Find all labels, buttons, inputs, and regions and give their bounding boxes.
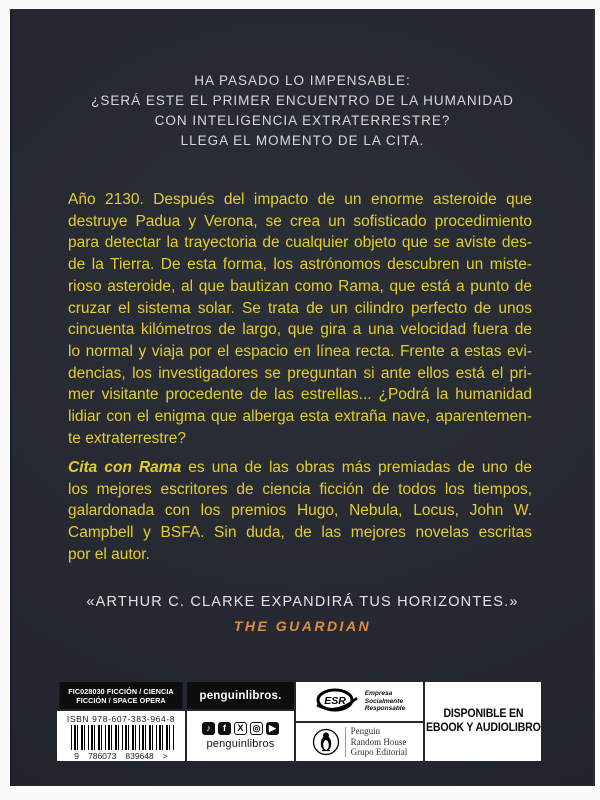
book-title: Cita con Rama: [68, 459, 182, 476]
barcode-digit-group: 839648: [125, 751, 154, 761]
headline-line: HA PASADO LO IMPENSABLE:: [194, 73, 411, 88]
synopsis-line: cruzar el sistema solar. Se trata de un cilindro perfecto de unos: [68, 299, 532, 317]
esr-tagline-line: Empresa: [364, 690, 393, 697]
penguin-logo-icon: [312, 728, 340, 756]
synopsis-line: cincuenta kilómetros de largo, que gira a una velocidad fuera de: [68, 321, 532, 339]
synopsis-line: [68, 457, 532, 479]
esr-tagline-line: Socialmente: [364, 697, 404, 705]
press-quote: «ARTHUR C. CLARKE EXPANDIRÁ TUS HORIZONTES.»: [86, 594, 519, 610]
synopsis-line: para detectar la trayectoria de cualquier objeto que se aviste des-: [68, 234, 532, 252]
genre-strip: [60, 682, 183, 709]
penguinlibros-column: [187, 682, 294, 761]
bottom-bar: [57, 682, 543, 761]
synopsis-line: de la Tierra. De esta forma, los astrónomos descubren un miste-: [68, 256, 532, 274]
availability-box: [425, 682, 541, 761]
synopsis-line: Año 2130. Después del impacto de un enorme asteroide que: [68, 191, 532, 208]
synopsis-line-rest: es una de las obras más premiadas de uno de: [181, 459, 532, 476]
isbn-column: [57, 682, 185, 761]
synopsis-paragraph-1: [68, 189, 532, 449]
tiktok-icon: ♪: [202, 722, 215, 735]
esr-tagline-line: Responsable: [364, 705, 406, 712]
prh-line: Random House: [350, 736, 407, 747]
isbn-number: ISBN 978-607-383-964-8: [66, 714, 176, 724]
esr-box: [296, 682, 423, 721]
synopsis-line: te extraterrestre?: [68, 429, 187, 447]
headline-line: LLEGA EL MOMENTO DE LA CITA.: [180, 133, 425, 148]
synopsis-line: rioso asteroide, al que bautizan como Rama, que está a punto de: [68, 277, 532, 295]
press-quote-block: [10, 594, 595, 634]
barcode: [71, 725, 175, 750]
headline-line: CON INTELIGENCIA EXTRATERRESTRE?: [154, 113, 451, 128]
synopsis-line: los mejores escritores de ciencia ficción de todos los tiempos,: [68, 480, 532, 498]
synopsis-line: por el autor.: [68, 545, 150, 563]
barcode-digit-group: 9: [74, 751, 79, 761]
penguinlibros-social-box: [187, 711, 294, 761]
penguinlibros-handle: penguinlibros: [206, 738, 275, 750]
publisher-logos-column: [296, 682, 423, 761]
genre-line: FIC028030 FICCIÓN / CIENCIA: [68, 686, 174, 696]
x-twitter-icon: X: [234, 722, 247, 735]
facebook-icon: f: [218, 722, 231, 735]
synopsis-line: lidiar con el enigma que alberga esta extraña nave, aparentemen-: [68, 408, 532, 426]
svg-text:ESR: ESR: [323, 695, 346, 708]
headline-line: ¿SERÁ ESTE EL PRIMER ENCUENTRO DE LA HUMANIDAD: [91, 93, 514, 108]
prh-divider: [345, 727, 346, 757]
synopsis-line: Campbell y BSFA. Sin duda, de las mejores novelas escritas: [68, 524, 532, 542]
penguin-random-house-box: [296, 723, 423, 762]
barcode-digit-group: 786073: [88, 751, 117, 761]
esr-tagline: [365, 690, 405, 713]
book-back-cover: [10, 9, 595, 786]
instagram-icon: ◎: [250, 722, 263, 735]
synopsis-line: mer visitante procedente de las estrellas... ¿Podrá la humanidad: [68, 386, 532, 404]
synopsis-line: dencias, los investigadores se preguntan si ante ellos está el pri-: [68, 364, 532, 382]
esr-logo-icon: [314, 686, 360, 716]
availability-line: DISPONIBLE EN: [443, 708, 523, 720]
social-icons-row: [202, 722, 279, 735]
press-quote-source: THE GUARDIAN: [233, 618, 372, 634]
synopsis-line: galardonada con los premios Hugo, Nebula, Locus, John W.: [68, 502, 532, 520]
availability-line: EBOOK Y AUDIOLIBRO: [425, 721, 541, 734]
synopsis-line: lo normal y viaja por el espacio en línea recta. Frente a estas evi-: [68, 342, 532, 360]
barcode-digits: [57, 751, 185, 761]
synopsis-paragraph-2: [68, 457, 532, 566]
youtube-icon: ▶: [266, 722, 279, 735]
headline-block: [10, 71, 595, 151]
prh-line: Grupo Editorial: [350, 747, 408, 757]
isbn-box: [57, 711, 185, 761]
prh-wordmark: [351, 726, 408, 758]
prh-line: Penguin: [350, 726, 381, 736]
genre-line: FICCIÓN / SPACE OPERA: [76, 695, 166, 705]
barcode-digit-group: >: [162, 751, 168, 761]
availability-column: [425, 682, 541, 761]
synopsis-line: destruye Padua y Verona, se crea un sofisticado procedimiento: [68, 212, 532, 230]
penguinlibros-header: penguinlibros.: [187, 682, 294, 709]
